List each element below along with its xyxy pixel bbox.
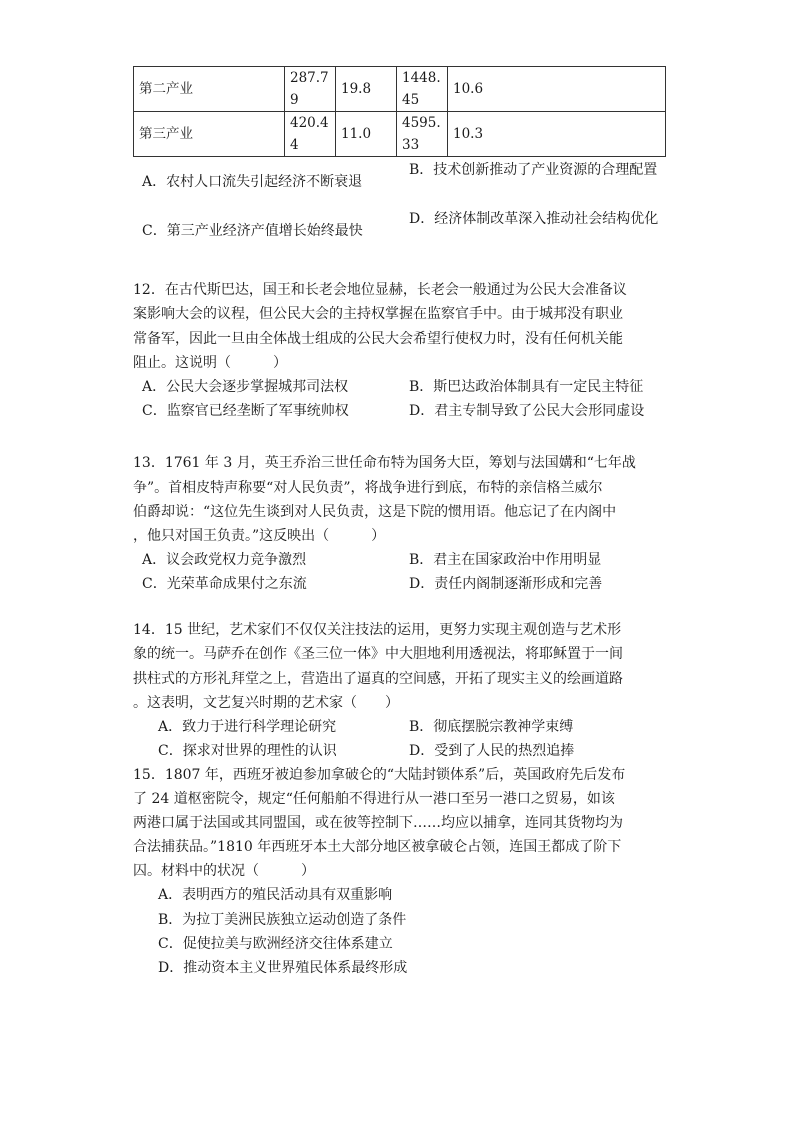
table-cell: 第三产业 xyxy=(134,112,285,157)
q14-option-c: C．探求对世界的理性的认识 xyxy=(158,743,337,759)
table-cell: 4595.33 xyxy=(397,112,448,157)
table-row xyxy=(134,67,666,112)
q13-option-b: B．君主在国家政治中作用明显 xyxy=(409,552,602,568)
q15-stem-line: 15．1807 年，西班牙被迫参加拿破仑的“大陆封锁体系”后，英国政府先后发布 xyxy=(133,767,626,783)
q14-option-d: D．受到了人民的热烈追捧 xyxy=(409,743,575,759)
q13-option-a: A．议会政党权力竞争激烈 xyxy=(142,552,307,568)
q12-option-d: D．君主专制导致了公民大会形同虚设 xyxy=(409,403,645,419)
q12-stem-line: 阻止。这说明（ ） xyxy=(133,355,287,371)
q12-option-a: A．公民大会逐步掌握城邦司法权 xyxy=(142,379,349,395)
q12-stem-line: 常备军，因此一旦由全体战士组成的公民大会希望行使权力时，没有任何机关能 xyxy=(133,331,623,347)
q13-stem-line: 13．1761 年 3 月，英王乔治三世任命布特为国务大臣，筹划与法国媾和“七年战 xyxy=(133,455,636,471)
q14-option-b: B．彻底摆脱宗教神学束缚 xyxy=(409,719,574,735)
table-cell: 420.44 xyxy=(285,112,336,157)
q11-option-d: D．经济体制改革深入推动社会结构优化 xyxy=(409,211,659,227)
q14-stem-line: 14．15 世纪，艺术家们不仅仅关注技法的运用，更努力实现主观创造与艺术形 xyxy=(133,622,622,638)
q14-stem-line: 拱柱式的方形礼拜堂之上，营造出了逼真的空间感，开拓了现实主义的绘画道路 xyxy=(133,671,623,687)
table-cell: 10.3 xyxy=(448,112,666,157)
q12-option-b: B．斯巴达政治体制具有一定民主特征 xyxy=(409,379,644,395)
table-cell: 19.8 xyxy=(336,67,397,112)
table-cell: 第二产业 xyxy=(134,67,285,112)
data-table xyxy=(133,66,666,157)
q13-option-c: C．光荣革命成果付之东流 xyxy=(142,576,307,592)
q14-stem-line: 象的统一。马萨乔在创作《圣三位一体》中大胆地利用透视法，将耶稣置于一间 xyxy=(133,646,623,662)
q14-stem-line: 。这表明，文艺复兴时期的艺术家（ ） xyxy=(133,695,399,711)
q15-option-d: D．推动资本主义世界殖民体系最终形成 xyxy=(158,960,408,976)
q15-option-b: B．为拉丁美洲民族独立运动创造了条件 xyxy=(158,912,407,928)
table-row xyxy=(134,112,666,157)
q15-option-a: A．表明西方的殖民活动具有双重影响 xyxy=(158,887,393,903)
q13-stem-line: 伯爵却说：“这位先生谈到对人民负责，这是下院的惯用语。他忘记了在内阁中 xyxy=(133,504,617,520)
q13-stem-line: 争”。首相皮特声称要“对人民负责”，将战争进行到底，布特的亲信格兰威尔 xyxy=(133,480,603,496)
table-cell: 11.0 xyxy=(336,112,397,157)
q13-stem-line: ，他只对国王负责。”这反映出（ ） xyxy=(133,528,386,544)
q11-option-b: B．技术创新推动了产业资源的合理配置 xyxy=(409,162,658,178)
q15-stem-line: 了 24 道枢密院令，规定“任何船舶不得进行从一港口至另一港口之贸易，如该 xyxy=(133,791,615,807)
table-cell: 10.6 xyxy=(448,67,666,112)
q14-option-a: A．致力于进行科学理论研究 xyxy=(158,719,337,735)
q12-option-c: C．监察官已经垄断了军事统帅权 xyxy=(142,403,349,419)
table-cell: 287.79 xyxy=(285,67,336,112)
q15-stem-line: 囚。材料中的状况（ ） xyxy=(133,863,315,879)
q15-stem-line: 两港口属于法国或其同盟国，或在彼等控制下……均应以捕拿，连同其货物均为 xyxy=(133,815,623,831)
q11-option-a: A．农村人口流失引起经济不断衰退 xyxy=(142,174,363,190)
q11-option-c: C．第三产业经济产值增长始终最快 xyxy=(142,223,363,239)
table-cell: 1448.45 xyxy=(397,67,448,112)
q12-stem-line: 案影响大会的议程，但公民大会的主持权掌握在监察官手中。由于城邦没有职业 xyxy=(133,306,623,322)
q12-stem-line: 12．在古代斯巴达，国王和长老会地位显赫，长老会一般通过为公民大会准备议 xyxy=(133,282,627,298)
q15-option-c: C．促使拉美与欧洲经济交往体系建立 xyxy=(158,936,393,952)
q15-stem-line: 合法捕获品。”1810 年西班牙本土大部分地区被拿破仑占领，连国王都成了阶下 xyxy=(133,839,622,855)
q13-option-d: D．责任内阁制逐渐形成和完善 xyxy=(409,576,603,592)
